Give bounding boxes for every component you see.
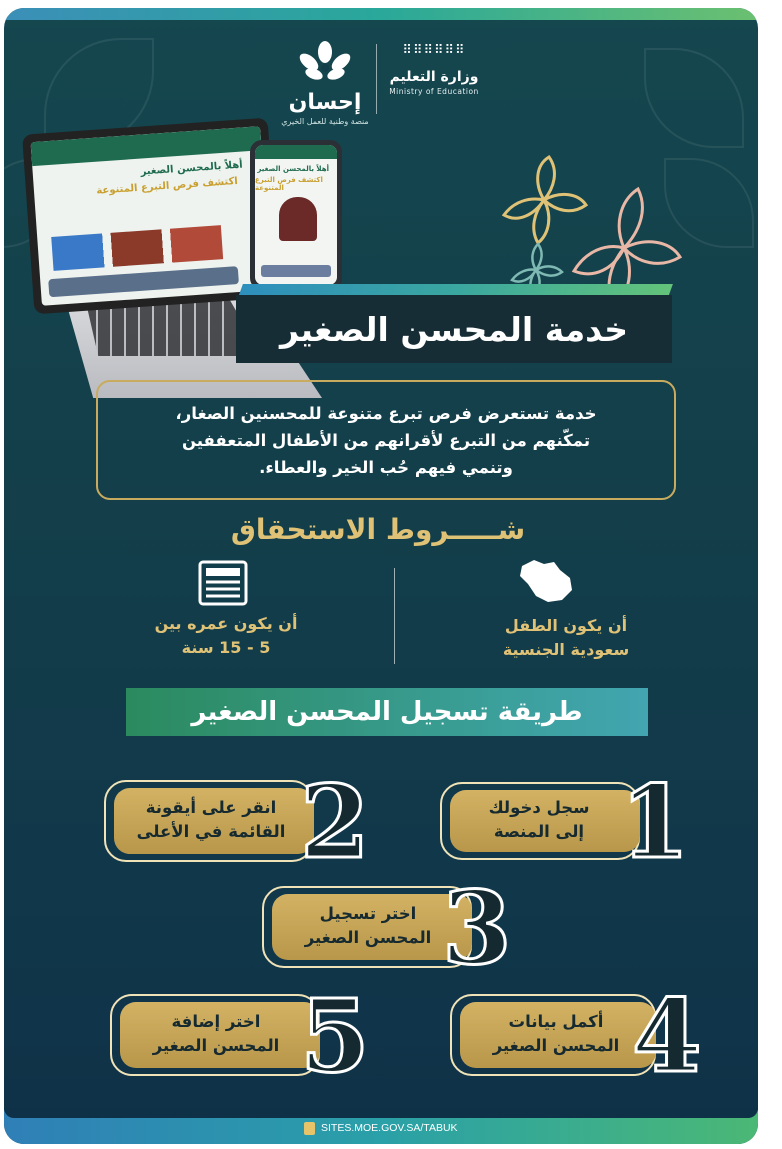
step-1-text (464, 796, 614, 844)
step-3-line-2: المحسن الصغير (304, 928, 432, 947)
description-line-3: وتنمي فيهم حُب الخير والعطاء. (259, 457, 513, 477)
step-3-text (288, 902, 448, 950)
condition-nationality (456, 614, 676, 662)
registration-step-1 (440, 763, 690, 881)
description-line-2: تمكّنهم من التبرع لأقرانهم من الأطفال المتعففين (181, 430, 591, 450)
step-2-line-1: انقر على أيقونة (145, 798, 277, 817)
phone-screen (255, 145, 337, 285)
laptop-subheading: اكتشف فرص التبرع المتنوعة (96, 175, 239, 197)
id-card-icon (196, 558, 250, 608)
step-5-line-2: المحسن الصغير (152, 1036, 280, 1055)
phone-heading: أهلاً بالمحسن الصغير (257, 165, 329, 173)
phone-search-bar (261, 265, 331, 277)
description-line-1: خدمة تستعرض فرص تبرع متنوعة للمحسنين الصغار، (175, 403, 597, 423)
service-description (175, 400, 596, 481)
registration-title-box (126, 688, 648, 736)
step-5-line-1: اختر إضافة (171, 1012, 261, 1031)
condition-2-line-2: 5 - 15 سنة (181, 638, 271, 657)
step-4-line-2: المحسن الصغير (492, 1036, 620, 1055)
bottom-dark-curve (4, 1108, 758, 1118)
saudi-map-icon (514, 556, 576, 606)
laptop-photos (51, 225, 223, 271)
ihsan-tagline: منصة وطنية للعمل الخيري (281, 117, 369, 126)
logo-divider (376, 44, 377, 114)
step-4-line-1: أكمل بيانات (508, 1012, 604, 1031)
phone-child-photo (279, 197, 317, 241)
step-5-number: 5 (300, 977, 370, 1095)
top-gradient-bar (4, 8, 758, 20)
ihsan-wordmark: إحسان (288, 90, 362, 115)
service-description-box (96, 380, 676, 500)
registration-step-3 (262, 869, 512, 987)
phone-header (255, 145, 337, 159)
registration-step-4 (450, 977, 702, 1095)
laptop-search-bar (48, 266, 239, 297)
step-4-number: 4 (632, 977, 702, 1095)
moe-name-ar: وزارة التعليم (389, 69, 479, 85)
ihsan-logo (280, 40, 370, 126)
registration-step-2 (104, 763, 374, 881)
step-3-line-1: اختر تسجيل (319, 904, 417, 923)
step-2-number: 2 (300, 763, 370, 881)
step-1-number: 1 (620, 763, 690, 881)
conditions-divider (394, 568, 395, 664)
step-3-number: 3 (442, 869, 512, 987)
condition-1-line-2: سعودية الجنسية (502, 640, 630, 659)
condition-age (116, 612, 336, 660)
decorative-leaf (644, 48, 744, 148)
step-4-text (476, 1010, 636, 1058)
condition-2-line-1: أن يكون عمره بين (154, 614, 298, 633)
footer-url[interactable]: SITES.MOE.GOV.SA/TABUK (321, 1122, 458, 1134)
registration-title: طريقة تسجيل المحسن الصغير (191, 697, 583, 727)
laptop-heading: أهلاً بالمحسن الصغير (140, 159, 244, 178)
moe-logo (384, 44, 484, 96)
eligibility-title: شـــــروط الاستحقاق (230, 513, 526, 546)
step-2-text (126, 796, 296, 844)
registration-step-5 (110, 977, 370, 1095)
footer (304, 1120, 458, 1136)
condition-1-line-1: أن يكون الطفل (504, 616, 628, 635)
step-1-line-1: سجل دخولك (488, 798, 590, 817)
laptop-screen (31, 126, 272, 306)
infographic-poster (4, 8, 758, 1144)
phone-mockup (250, 140, 342, 290)
step-5-text (136, 1010, 296, 1058)
step-1-line-2: إلى المنصة (493, 822, 585, 841)
phone-subheading: اكتشف فرص التبرع المتنوعة (255, 176, 323, 192)
moe-dots-icon: ⠿⠿⠿⠿⠿⠿ (402, 43, 466, 58)
service-title: خدمة المحسن الصغير (280, 309, 628, 349)
service-title-box (236, 295, 672, 363)
document-icon (304, 1122, 315, 1135)
step-2-line-2: القائمة في الأعلى (136, 822, 286, 841)
ihsan-flower-icon (294, 40, 356, 84)
moe-name-en: Ministry of Education (389, 87, 479, 96)
